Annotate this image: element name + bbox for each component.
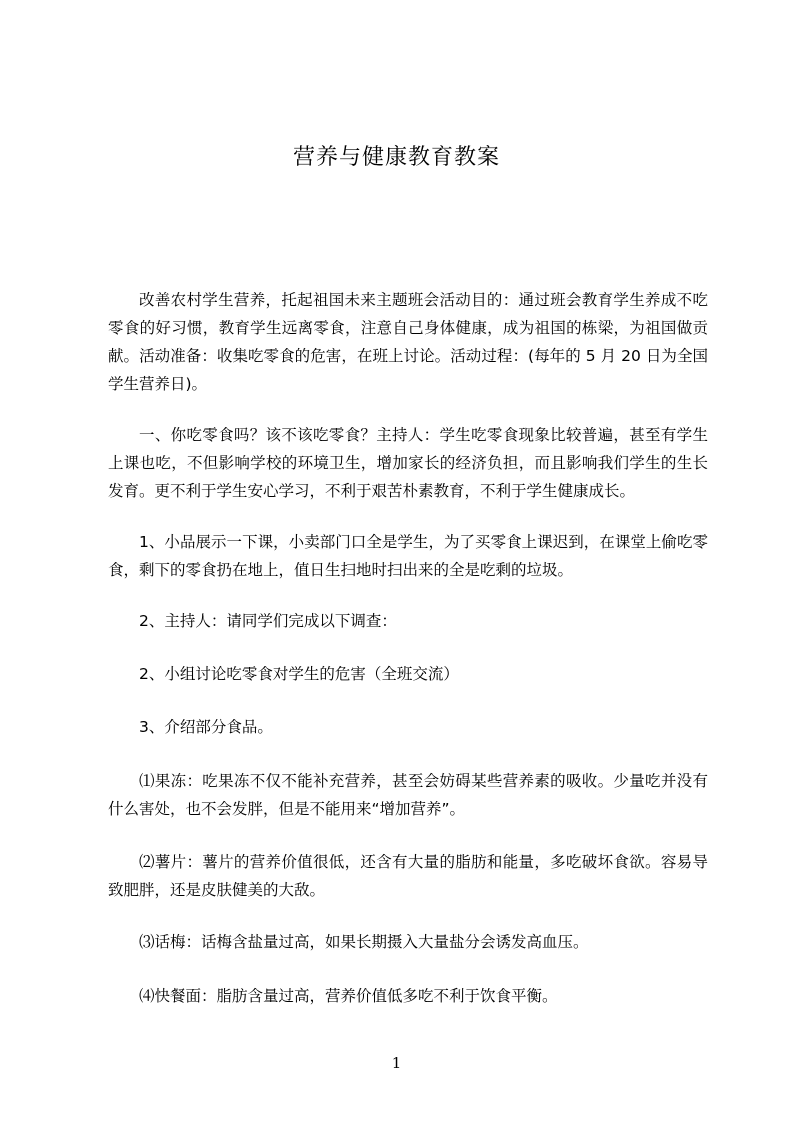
paragraph-item-foods: 3、介绍部分食品。 (139, 718, 273, 736)
paragraph-item-survey: 2、主持人：请同学们完成以下调查： (139, 612, 397, 630)
paragraph-food-plum: ⑶话梅：话梅含盐量过高，如果长期摄入大量盐分会诱发高血压。 (139, 933, 589, 951)
paragraph-food-noodles: ⑷快餐面：脂肪含量过高，营养价值低多吃不利于饮食平衡。 (139, 987, 558, 1005)
paragraph-food-chips: ⑵薯片：薯片的营养价值很低，还含有大量的脂肪和能量，多吃破坏食欲。容易导致肥胖，还是皮肤健美的大敌。 (108, 853, 708, 899)
paragraph-item-discussion: 2、小组讨论吃零食对学生的危害（全班交流） (139, 665, 459, 683)
page-number: 1 (391, 1054, 402, 1072)
paragraph-food-jelly: ⑴果冻：吃果冻不仅不能补充营养，甚至会妨碍某些营养素的吸收。少量吃并没有什么害处，也不会发胖，但是不能用来“增加营养”。 (108, 772, 708, 818)
paragraph-section-1: 一、你吃零食吗？该不该吃零食？主持人：学生吃零食现象比较普遍，甚至有学生上课也吃，不但影响学校的环境卫生，增加家长的经济负担，而且影响我们学生的生长发育。更不利于学生安心学习，不利于艰苦朴素教育，不利于学生健康成长。 (108, 426, 708, 500)
paragraph-intro: 改善农村学生营养，托起祖国未来主题班会活动目的：通过班会教育学生养成不吃零食的好习惯，教育学生远离零食，注意自己身体健康，成为祖国的栋梁，为祖国做贡献。活动准备：收集吃零食的危害，在班上讨论。活动过程：(每年的 5 月 20 日为全国学生营养日)。 (108, 291, 708, 393)
document-title: 营养与健康教育教案 (292, 145, 500, 170)
paragraph-item-skit: 1、小品展示一下课，小卖部门口全是学生，为了买零食上课迟到，在课堂上偷吃零食，剩下的零食扔在地上，值日生扫地时扫出来的全是吃剩的垃圾。 (108, 533, 708, 579)
